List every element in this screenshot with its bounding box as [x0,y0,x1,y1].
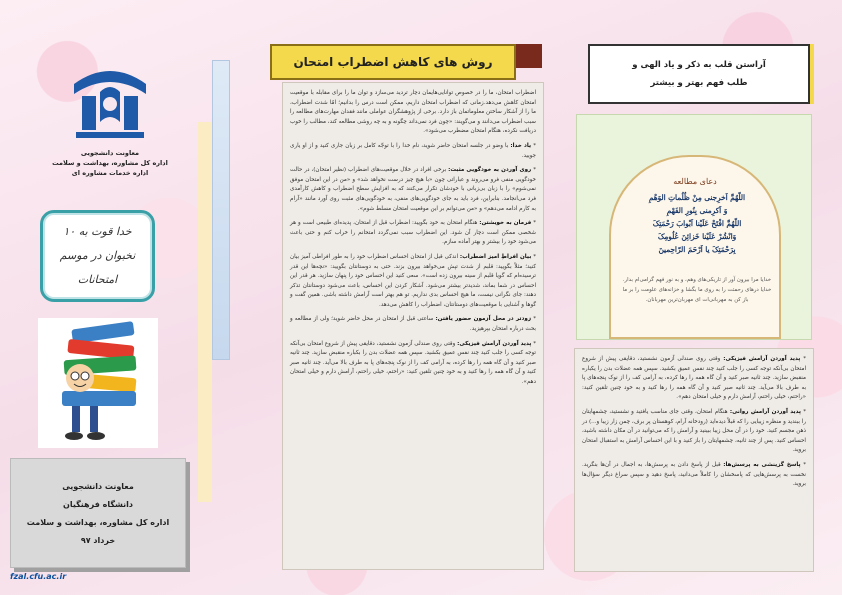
decorative-strip-yellow [198,122,212,502]
right-title-box [588,44,810,104]
decorative-strip-blue [212,60,230,360]
footer-line: معاونت دانشجویی [62,481,134,491]
item-text: برخی افراد در خلال موقعیت‌های اضطراب (نظیر امتحان)، در حالت خودگویی منفی فرو می‌روند و عباراتی چون «با هیچ چیز درست نخواهد شد» و «من در این امتحان موفق نمی‌شوم» را با زبان بی‌زبانی با خودشان تکرار می‌کنند که به افزایش سطح اضطراب و کاهش کارآمدی فرد می‌انجامد. بنابراین، فرد باید به جای خودگویی‌های منفی، به خودگویی‌های مثبت روی آورد مانند «آرام به کارم ادامه می‌دهم» و «من می‌توانم بر این موقعیت امتحان مسلط شوم». [290,167,536,212]
item-title: پدید آوردن آرامش فیزیکی: [457,340,532,347]
prayer-line: بِرَحْمَتِکَ یا اَرْحَمَ الرّاحِمینَ [658,245,736,254]
wish-card [40,210,155,302]
middle-title: روش های کاهش اضطراب امتحان [293,55,493,69]
item-text: قبل از پاسخ دادن به پرسش‌ها، به اجمال در آن‌ها بنگرید. نخست به پرسش‌هایی که پاسخشان را کاملاً می‌دانید، پاسخ دهید و سپس سراغ دیگر سؤال‌ها بروید. [582,461,806,488]
org-line: اداره کل مشاوره، بهداشت و سلامت [52,159,168,167]
prayer-line: اللّهُمَّ افْتَحْ عَلَیْنا اَبْوابَ رَحْمَتِکَ [652,219,742,228]
left-footer-card [10,458,186,568]
org-line: معاونت دانشجویی [80,149,140,157]
item-title: پاسخ گزینشی به پرسش‌ها: [723,461,801,468]
item-text: اندکی قبل از امتحان احساس اضطراب خود را به طور افراطی آمیز بیان کنید؛ مثلاً بگویید: قلبم از شدت تپش می‌خواهد بیرون بزند. حتی به دوستانتان بگویید: «نچه‌ها این قدر ترسیده‌ام که گویا قلبم از سینه بیرون زده است». سعی کنید این احساس خود را پنهان سازید. هر قدر این احساس در شما بماند، شدیدتر بیشتر می‌شود. آشکار کردن این احساس، باعث می‌شود دوستانتان تذکر دهند: جای نگرانی نیست، ما هیچ احساس بدی نداریم. تو هم بهتر است آرامش داشته باشی. همین گفت و گوها و آشنایی با موقعیت‌های دوستانتان، اضطراب را کاهش می‌دهد. [290,253,536,308]
prayer-arabic-text [617,191,777,256]
prayer-heading: دعای مطالعه [673,177,717,186]
item-text: ساعتی قبل از امتحان در محل حاضر شوید؛ ولی از مطالعه و بحث درباره امتحان بپرهیزید. [290,316,536,333]
student-books-illustration [38,318,158,448]
books-icon [38,318,158,448]
site-url: fzal.cfu.ac.ir [10,572,67,581]
footer-line: اداره کل مشاوره، بهداشت و سلامت [26,517,170,527]
item-title: زودتر در محل آزمون حضور یافتن: [435,316,532,323]
item-title: روی آوردن به خودگویی مثبت: [448,167,532,174]
footer-line: دانشگاه فرهنگیان [63,499,133,509]
middle-body [282,82,544,570]
list-item: * پدید آوردن آرامش فیزیکی: وقتی روی صندلی آزمون نشستید، دقایقی پیش از شروع امتحان بی‌آنکه توجه کسی را جلب کنید چند نفس عمیق بکشید. سپس همه عضلات بدن را یکباره منقبض سازید. چند ثانیه صبر کنید و آن گاه همه را رها کرده، به آرامی کف را از نوک پنجه‌های پا به طرف بالا می‌آید. چند ثانیه صبر کنید و آن گاه همه را رها کنید و به خود چنین تلقین کنید: «راحتم، خیلی راحتم، آرامش دارم و خیلی امتحان دهم». [582,356,806,401]
item-title: پدید آوردن آرامش روانی: [729,408,801,415]
prayer-translation: خدایا مرا بیرون آور از تاریکی‌های وهم، و به نور فهم گرامی‌ام بدار. خدایا درهای رحمتت را به روی ما بگشا و خزانه‌های علومت را بر ما باز کن به مهربانی‌ات ای مهربان‌ترین مهربانان. [622,277,772,303]
item-text: هنگام امتحان به خود بگویید: اضطراب قبل از امتحان، پدیده‌ای طبیعی است و هر شخصی ممکن است دچار آن شود. این اضطراب سبب نمی‌گردد امتحانم را خراب کنم و حتی باعث می‌شود خود را بیشتر و بهتر آماده سازم. [290,220,536,246]
list-item: * بیان افراطِ امیز اضطراب: اندکی قبل از امتحان احساس اضطراب خود را به طور افراطی آمیز بیان کنید؛ مثلاً بگویید: قلبم از شدت تپش می‌خواهد بیرون بزند. حتی به دوستانتان بگویید: «نچه‌ها این قدر ترسیده‌ام که گویا قلبم از سینه بیرون زده است». سعی کنید این احساس خود را پنهان سازید. هر قدر این احساس در شما بماند، شدیدتر بیشتر می‌شود. آشکار کردن این احساس، باعث می‌شود دوستانتان تذکر دهند: جای نگرانی نیست، ما هیچ احساس بدی نداریم. تو هم بهتر است آرامش داشته باشی. همین گفت و گوها و آشنایی با موقعیت‌های دوستانتان، اضطراب را کاهش می‌دهد. [290,253,536,308]
item-title: یاد خدا: [510,142,532,149]
left-organization-header [40,148,180,178]
item-text: با وضو در جلسه امتحان حاضر شوید، نام خدا را با توجّه کامل بر زبان جاری کنید و از او یاری جویید. [290,142,536,159]
list-item: * روی آوردن به خودگویی مثبت: برخی افراد در خلال موقعیت‌های اضطراب (نظیر امتحان)، در حالت خودگویی منفی فرو می‌روند و عباراتی چون «با هیچ چیز درست نخواهد شد» و «من در این امتحان موفق نمی‌شوم» را با زبان بی‌زبانی با خودشان تکرار می‌کنند که به افزایش سطح اضطراب و کاهش کارآمدی فرد می‌انجامد. بنابراین، فرد باید به جای خودگویی‌های منفی، به خودگویی‌های مثبت روی آورد مانند «آرام به کارم ادامه می‌دهم» و «من می‌توانم بر این موقعیت امتحان مسلط شوم». [290,167,537,212]
list-item: * فرمان به خویشتن: هنگام امتحان به خود بگویید: اضطراب قبل از امتحان، پدیده‌ای طبیعی است و هر شخصی ممکن است دچار آن شود. این اضطراب سبب نمی‌گردد امتحانم را خراب کنم و حتی باعث می‌شود خود را بیشتر و بهتر آماده سازم. [290,220,536,246]
item-text: وقتی روی صندلی آزمون نشستید، دقایقی پیش از شروع امتحان بی‌آنکه توجه کسی را جلب کنید چند نفس عمیق بکشید. سپس همه عضلات بدن را بکباره منقبض سازید. چند ثانیه صبر کنید و آن گاه همه را رها کرده، به آرامی کف را از نوک پنجه‌های پا به طرف بالا می‌آید. چند ثانیه صبر کنید و آن گاه همه را رها کنید و به خود چنین تلقین کنید: «راحتم، خیلی راحتم، آرامش دارم و خیلی امتحان دهم». [290,340,536,386]
logo-icon [60,62,160,142]
right-body [574,348,814,572]
prayer-line: اللّهُمَّ اَخرِجنی مِنْ ظُلُماتِ الوَهْمِ [648,193,746,202]
item-text: هنگام امتحان، وقتی جای مناسب یافتید و نشستید، چشمهایتان را ببندید و منظره زیبایی را که قبلاً دیده‌اید (رودخانه آرام، کوهستان پر برف، چمن زار زیبا و...) در ذهن مجسم کنید. خود را در آن محل زیبا ببینید و آرامش را که می‌توانید در آن مکان داشته باشید، احساس کنید. پس از چند ثانیه، چشمهایتان را باز کنید و با این احساس آرامش به استقبال امتحان بروید. [582,408,806,454]
prayer-frame [609,155,781,339]
intro-paragraph: اضطراب امتحان، ما را در خصوص توانایی‌هایمان دچار تردید می‌سازد و توان ما را برای مقابله با موقعیت امتحان کاهش می‌دهد.زمانی که اضطراب امتحان داریم، ممکن است درس را بدانیم؛ امّا شدت اضطراب، ما را از آشکار ساختن معلوماتمان باز دارد. برخی از پژوهشگران عواملی مانند فقدان مهارت‌های مطالعه را سبب اضطراب می‌دانند و می‌گویند: «چون فرد نمی‌داند چگونه و به چه روشی مطالعه کند، مطالب را خوب دریافت نکرده، هنگام امتحان مضطرب می‌شود». [290,90,536,135]
middle-title-bar [270,44,516,80]
wish-text: خدا قوت به ۱۰ نخبوان در موسم امتحانات [59,225,136,286]
prayer-line: وَ اَکرِمنی بِنُورِ الفَهْمِ [666,206,728,215]
list-item: * پدید آوردن آرامش فیزیکی: وقتی روی صندلی آزمون نشستید، دقایقی پیش از شروع امتحان بی‌آنکه توجه کسی را جلب کنید چند نفس عمیق بکشید. سپس همه عضلات بدن را بکباره منقبض سازید. چند ثانیه صبر کنید و آن گاه همه را رها کرده، به آرامی کف را از نوک پنجه‌های پا به طرف بالا می‌آید. چند ثانیه صبر کنید و آن گاه همه را رها کنید و به خود چنین تلقین کنید: «راحتم، خیلی راحتم، آرامش دارم و خیلی امتحان دهم». [290,340,536,386]
list-item: * زودتر در محل آزمون حضور یافتن: ساعتی قبل از امتحان در محل حاضر شوید؛ ولی از مطالعه و بحث درباره امتحان بپرهیزید. [290,316,537,333]
list-item: * یاد خدا: با وضو در جلسه امتحان حاضر شوید، نام خدا را با توجّه کامل بر زبان جاری کنید و از او یاری جویید. [290,142,536,159]
list-item: * پاسخ گزینشی به پرسش‌ها: قبل از پاسخ دادن به پرسش‌ها، به اجمال در آن‌ها بنگرید. نخست به پرسش‌هایی که پاسخشان را کاملاً می‌دانید، پاسخ دهید و سپس سراغ دیگر سؤال‌ها بروید. [582,461,806,488]
right-title-line: آراستن قلب به ذکر و یاد الهی و [632,60,766,70]
list-item: * پدید آوردن آرامش روانی: هنگام امتحان، وقتی جای مناسب یافتید و نشستید، چشمهایتان را ببندید و منظره زیبایی را که قبلاً دیده‌اید (رودخانه آرام، کوهستان پر برف، چمن زار زیبا و...) در ذهن مجسم کنید. خود را در آن محل زیبا ببینید و آرامش را که می‌توانید در آن مکان داشته باشید، احساس کنید. پس از چند ثانیه، چشمهایتان را باز کنید و با این احساس آرامش به استقبال امتحان بروید. [582,408,806,454]
university-logo [60,62,160,142]
item-title: پدید آوردن آرامش فیزیکی: [723,356,801,362]
prayer-line: وَانْشُرْ عَلَیْنا خَزائِنَ عُلُومِکَ [657,232,737,241]
footer-line: خرداد ۹۷ [80,535,116,545]
right-title-line: طلب فهم بهتر و بیشتر [650,78,748,88]
org-line: اداره خدمات مشاوره ای [71,169,149,177]
item-title: بیان افراطِ امیز اضطراب: [459,253,532,260]
item-title: فرمان به خویشتن: [479,220,532,227]
item-text: وقتی روی صندلی آزمون نشستید، دقایقی پیش از شروع امتحان بی‌آنکه توجه کسی را جلب کنید چند نفس عمیق بکشید. سپس همه عضلات بدن را یکباره منقبض سازید. چند ثانیه صبر کنید و آن گاه همه را رها کرده، به آرامی کف را از نوک پنجه‌های پا به طرف بالا می‌آید. چند ثانیه صبر کنید و آن گاه همه را رها کنید و به خود چنین تلقین کنید: «راحتم، خیلی راحتم، آرامش دارم و خیلی امتحان دهم». [582,356,806,401]
prayer-card [576,114,812,340]
